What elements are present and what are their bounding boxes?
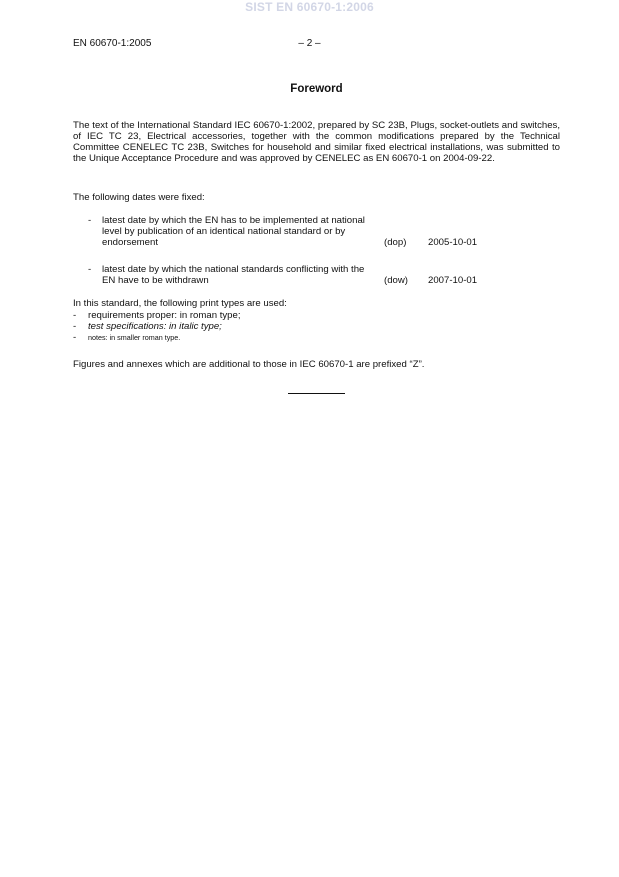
print-type-italic: test specifications: in italic type; (88, 321, 222, 332)
document-id: EN 60670-1:2005 (73, 38, 152, 49)
print-type-notes: notes: in smaller roman type. (88, 333, 181, 342)
foreword-paragraph-intro: The text of the International Standard IEC 60670-1:2002, prepared by SC 23B, Plugs, socket-outlets and switches, of IEC TC 23, Electrical accessories, together with the common modifications prepared by the Technical Committee CENELEC TC 23B, Switches for household and similar fixed electrical installations, was submitted to the Unique Acceptance Procedure and was approved by CENELEC as EN 60670-1 on 2004-09-22. (73, 120, 560, 164)
list-dash: - (73, 321, 77, 332)
date-item-text: latest date by which the EN has to be implemented at national level by publication of an identical national standard or by endorsement (102, 215, 365, 248)
watermark: SIST EN 60670-1:2006 (245, 0, 374, 14)
date-item-text: latest date by which the national standards conflicting with the EN have to be withdrawn (102, 264, 365, 286)
list-dash: - (73, 310, 77, 321)
section-title: Foreword (290, 83, 343, 95)
list-dash: - (88, 215, 92, 226)
foreword-paragraph-print-types: In this standard, the following print types are used: (73, 298, 287, 309)
list-dash: - (73, 332, 77, 343)
print-type-roman: requirements proper: in roman type; (88, 310, 241, 321)
foreword-paragraph-annexes: Figures and annexes which are additional to those in IEC 60670-1 are prefixed “Z”. (73, 359, 425, 370)
page-number: – 2 – (298, 38, 321, 49)
end-rule (288, 393, 345, 394)
list-dash: - (88, 264, 92, 275)
date-item-abbr: (dop) (384, 237, 407, 248)
date-item-date: 2007-10-01 (428, 275, 478, 286)
foreword-paragraph-dates: The following dates were fixed: (73, 192, 205, 203)
date-item-date: 2005-10-01 (428, 237, 478, 248)
date-item-abbr: (dow) (384, 275, 408, 286)
